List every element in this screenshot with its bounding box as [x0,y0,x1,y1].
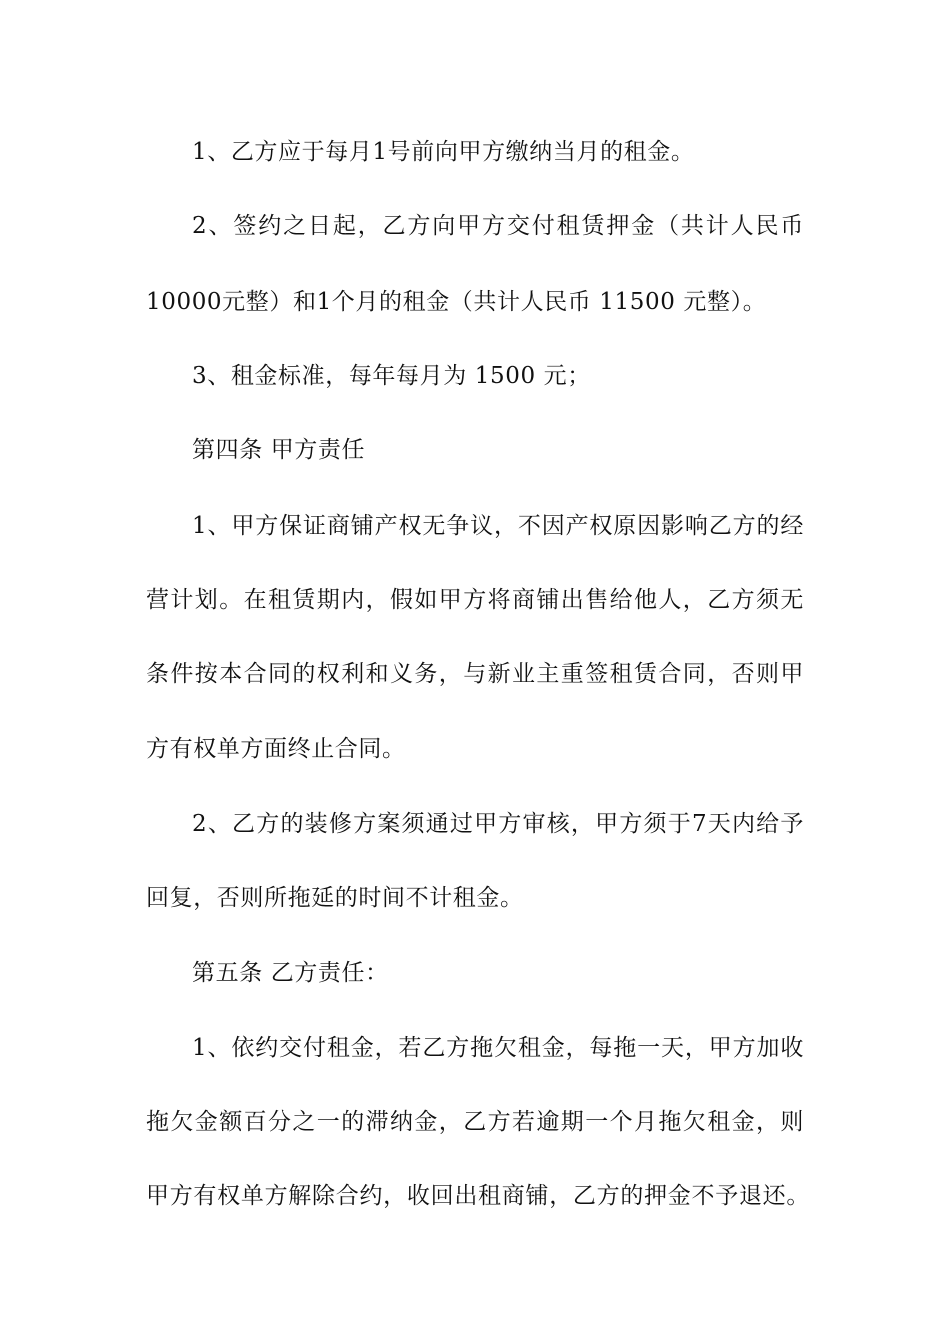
clause-4-item-2-line-2: 回复，否则所拖延的时间不计租金。 [146,885,524,911]
clause-4-item-1-line-1: 1、甲方保证商铺产权无争议，不因产权原因影响乙方的经 [192,513,804,539]
clause-5-item-1-line-2: 拖欠金额百分之一的滞纳金，乙方若逾期一个月拖欠租金，则 [146,1109,804,1135]
clause-4-item-2-line-1: 2、乙方的装修方案须通过甲方审核，甲方须于7天内给予 [192,811,804,837]
clause-3-item-2-line-2: 10000元整）和1个月的租金（共计人民币 11500 元整）。 [146,289,767,315]
clause-3-item-2-line-1: 2、签约之日起，乙方向甲方交付租赁押金（共计人民币 [192,213,804,239]
clause-4-item-1-line-3: 条件按本合同的权利和义务，与新业主重签租赁合同，否则甲 [146,661,804,687]
clause-4-heading: 第四条 甲方责任 [192,437,366,463]
clause-4-item-1-line-4: 方有权单方面终止合同。 [146,736,406,762]
clause-5-heading: 第五条 乙方责任： [192,960,389,986]
clause-3-item-1: 1、乙方应于每月1号前向甲方缴纳当月的租金。 [192,139,695,165]
clause-3-item-3: 3、租金标准，每年每月为 1500 元； [192,363,591,389]
clause-4-item-1-line-2: 营计划。在租赁期内，假如甲方将商铺出售给他人，乙方须无 [146,587,804,613]
clause-5-item-1-line-1: 1、依约交付租金，若乙方拖欠租金，每拖一天，甲方加收 [192,1035,804,1061]
clause-5-item-1-line-3: 甲方有权单方解除合约，收回出租商铺，乙方的押金不予退还。 [146,1183,810,1209]
